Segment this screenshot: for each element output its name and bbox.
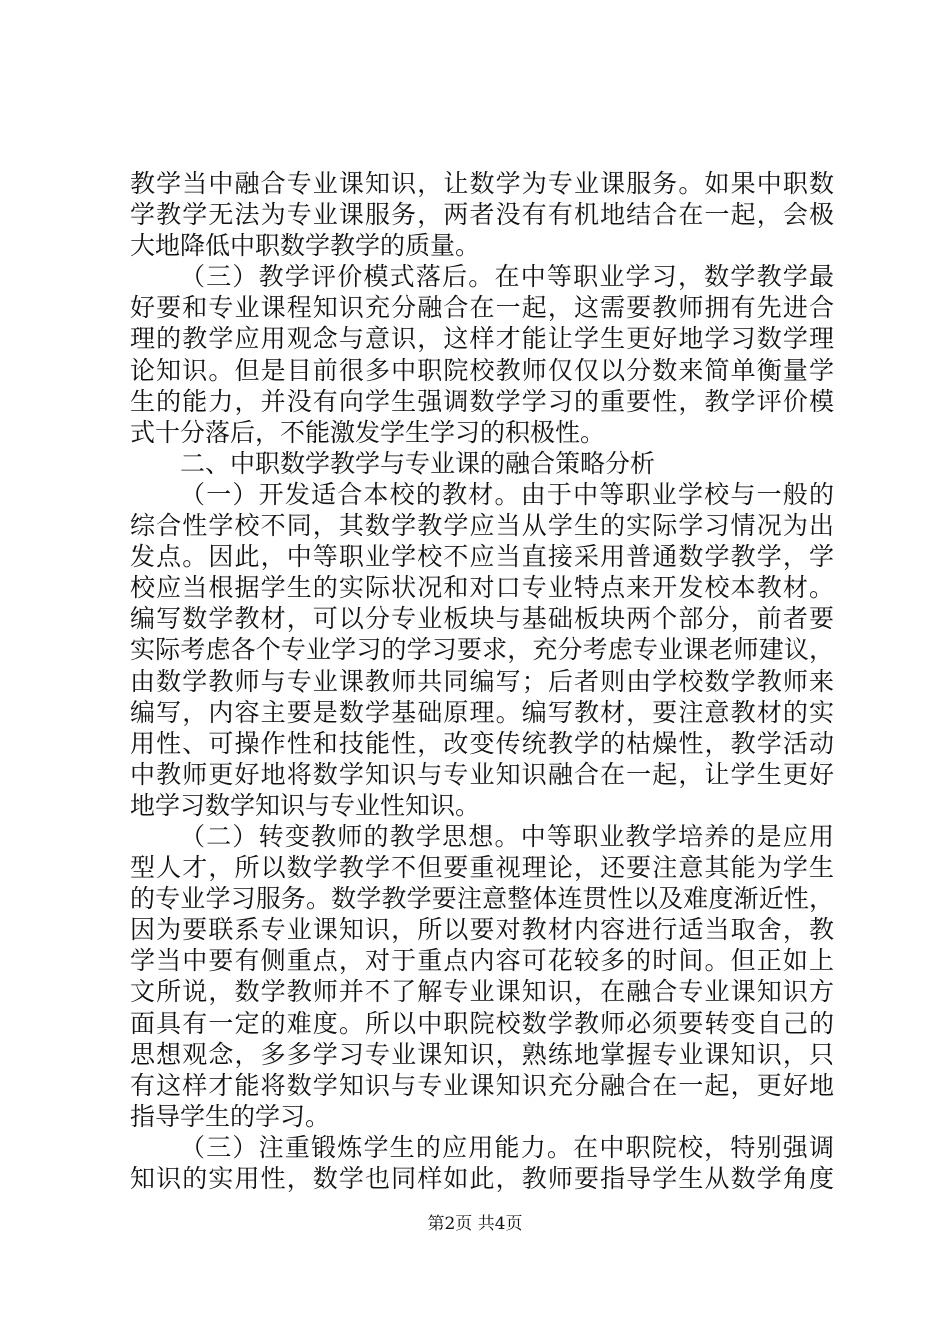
- text-line: 有这样才能将数学知识与专业课知识充分融合在一起，更好地: [130, 1070, 834, 1100]
- text-line: 编写，内容主要是数学基础原理。编写教材，要注意教材的实: [130, 697, 834, 727]
- text-line: 教学当中融合专业课知识，让数学为专业课服务。如果中职数: [130, 169, 834, 198]
- text-line: 中教师更好地将数学知识与专业知识融合在一起，让学生更好: [130, 759, 834, 789]
- text-line: 编写数学教材，可以分专业板块与基础板块两个部分，前者要: [130, 604, 834, 634]
- text-line: 文所说，数学教师并不了解专业课知识，在融合专业课知识方: [130, 977, 834, 1007]
- text-line: 综合性学校不同，其数学教学应当从学生的实际学习情况为出: [130, 511, 834, 541]
- text-line: （三）注重锻炼学生的应用能力。在中职院校，特别强调: [180, 1132, 834, 1162]
- text-line: 用性、可操作性和技能性，改变传统教学的枯燥性，教学活动: [130, 728, 834, 758]
- text-line: 由数学教师与专业课教师共同编写；后者则由学校数学教师来: [130, 666, 834, 696]
- text-line: 式十分落后，不能激发学生学习的积极性。: [130, 417, 606, 447]
- text-line: 生的能力，并没有向学生强调数学学习的重要性，教学评价模: [130, 386, 834, 416]
- text-line: 好要和专业课程知识充分融合在一起，这需要教师拥有先进合: [130, 293, 834, 323]
- text-line: 学教学无法为专业课服务，两者没有有机地结合在一起，会极: [130, 200, 834, 230]
- text-line: 论知识。但是目前很多中职院校教师仅仅以分数来简单衡量学: [130, 355, 834, 385]
- text-line: 大地降低中职数学教学的质量。: [130, 231, 481, 261]
- body-text: [130, 168, 834, 1194]
- section-heading: 二、中职数学教学与专业课的融合策略分析: [180, 448, 656, 478]
- text-line: 思想观念，多多学习专业课知识，熟练地掌握专业课知识，只: [130, 1039, 834, 1069]
- text-line: 学当中要有侧重点，对于重点内容可花较多的时间。但正如上: [130, 946, 834, 976]
- text-line: 知识的实用性，数学也同样如此，教师要指导学生从数学角度: [130, 1164, 834, 1193]
- text-line: 面具有一定的难度。所以中职院校数学教师必须要转变自己的: [130, 1008, 834, 1038]
- text-line: 因为要联系专业课知识，所以要对教材内容进行适当取舍，教: [130, 915, 834, 945]
- text-line: 实际考虑各个专业学习的学习要求，充分考虑专业课老师建议，: [130, 635, 834, 665]
- text-line: 型人才，所以数学教学不但要重视理论，还要注意其能为学生: [130, 853, 834, 883]
- page-footer: 第2页 共4页: [427, 1214, 523, 1234]
- text-line: （二）转变教师的教学思想。中等职业教学培养的是应用: [180, 821, 834, 851]
- text-line: 理的教学应用观念与意识，这样才能让学生更好地学习数学理: [130, 324, 834, 354]
- text-line: 的专业学习服务。数学教学要注意整体连贯性以及难度渐近性，: [130, 884, 834, 914]
- text-line: 发点。因此，中等职业学校不应当直接采用普通数学教学，学: [130, 542, 834, 572]
- text-line: 校应当根据学生的实际状况和对口专业特点来开发校本教材。: [130, 573, 834, 603]
- text-line: （一）开发适合本校的教材。由于中等职业学校与一般的: [180, 479, 834, 509]
- text-line: 指导学生的学习。: [130, 1101, 331, 1131]
- text-line: 地学习数学知识与专业性知识。: [130, 790, 481, 820]
- text-line: （三）教学评价模式落后。在中等职业学习，数学教学最: [180, 262, 834, 292]
